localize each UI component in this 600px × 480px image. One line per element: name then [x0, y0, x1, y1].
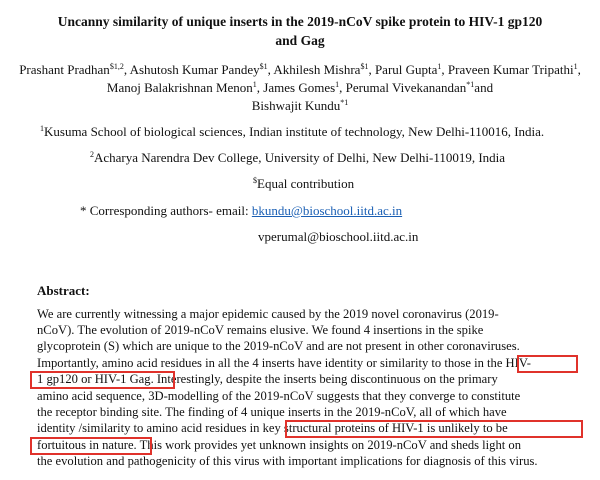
author-name: Ashutosh Kumar Pandey — [129, 62, 260, 77]
abstract-line: the receptor binding site. The finding of 4 unique inserts in the 2019-nCoV, all of which have — [37, 405, 507, 419]
affiliation-mark: 1 — [40, 124, 44, 133]
highlight-box-fortuitous — [30, 437, 152, 455]
author-name: Perumal Vivekanandan — [345, 80, 467, 95]
author-name: Akhilesh Mishra — [273, 62, 361, 77]
abstract-line: nCoV). The evolution of 2019-nCoV remains elusive. We found 4 insertions in the spike — [37, 323, 484, 337]
paper-title-line-1: Uncanny similarity of unique inserts in the 2019-nCoV spike protein to HIV-1 gp120 — [57, 14, 543, 29]
affiliation-mark: 2 — [90, 150, 94, 159]
abstract-line: Importantly, amino acid residues in all the 4 inserts have identity or similarity to those in the HIV- — [37, 356, 531, 370]
author-name: Prashant Pradhan — [19, 62, 110, 77]
author-name: Manoj Balakrishnan Menon — [106, 80, 253, 95]
abstract-line: We are currently witnessing a major epidemic caused by the 2019 novel coronavirus (2019- — [37, 307, 499, 321]
abstract-line: the evolution and pathogenicity of this virus with important implications for diagnosis of this virus. — [37, 454, 538, 468]
abstract-line: amino acid sequence, 3D-modelling of the 2019-nCoV suggests that they converge to constitute — [37, 389, 521, 403]
highlight-box-key-structural-proteins — [285, 420, 583, 438]
abstract-line: glycoprotein (S) which are unique to the 2019-nCoV and are not present in other coronaviruses. — [37, 339, 520, 353]
author-affiliation-mark: 1 — [437, 62, 442, 71]
author-name: James Gomes — [263, 80, 336, 95]
author-affiliation-mark: $1 — [259, 62, 268, 71]
author-line-1: Prashant Pradhan$^{\$1,2}$, Ashutosh Kumar Pandey$^{\$1}$, Akhilesh Mishra$^{\$1}$, Parul Gupta$^1$, Praveen Kumar Tripathi$^1$, — [19, 62, 581, 77]
equal-contribution-mark: $ — [253, 176, 257, 185]
highlight-box-hiv-1 — [517, 355, 578, 373]
author-name: Praveen Kumar Tripathi — [447, 62, 574, 77]
abstract-line: identity /similarity to amino acid residues in key structural proteins of HIV-1 is unlikely to be — [37, 421, 508, 435]
affiliation-1 — [40, 124, 544, 140]
author-affiliation-mark: *1 — [466, 80, 475, 89]
email-link-bkundu[interactable]: bkundu@bioschool.iitd.ac.in — [251, 203, 403, 218]
highlight-box-gp120-gag — [30, 371, 175, 389]
corresponding-authors — [80, 203, 402, 219]
abstract-heading: Abstract: — [37, 283, 90, 298]
affiliation-2 — [90, 150, 505, 166]
affiliation-text: Kusuma School of biological sciences, Indian institute of technology, New Delhi-110016, India. — [44, 124, 545, 139]
author-name: Bishwajit Kundu — [251, 98, 341, 113]
equal-contribution-note — [253, 176, 354, 192]
author-affiliation-mark: *1 — [340, 98, 349, 107]
author-affiliation-mark: 1 — [252, 80, 257, 89]
author-affiliation-mark: $1 — [360, 62, 369, 71]
affiliation-text: Acharya Narendra Dev College, University of Delhi, New Delhi-110019, India — [94, 150, 506, 165]
author-line-2: Manoj Balakrishnan Menon$^1$, James Gomes$^1$, Perumal Vivekanandan$^{*1}$and — [106, 80, 494, 95]
corresponding-label: * Corresponding authors- email: — [80, 203, 249, 218]
equal-contribution-text: Equal contribution — [257, 176, 355, 191]
author-name: Parul Gupta — [374, 62, 438, 77]
paper-title-line-2: and Gag — [275, 33, 325, 48]
author-affiliation-mark: $1,2 — [109, 62, 124, 71]
abstract-line: fortuitous in nature. This work provides yet unknown insights on 2019-nCoV and sheds light on — [37, 438, 522, 452]
email-vperumal: vperumal@bioschool.iitd.ac.in — [258, 229, 419, 244]
author-affiliation-mark: 1 — [573, 62, 578, 71]
author-affiliation-mark: 1 — [335, 80, 340, 89]
author-line-3 — [0, 98, 600, 114]
abstract-line: 1 gp120 or HIV-1 Gag. Interestingly, despite the inserts being discontinuous on the primary — [37, 372, 498, 386]
